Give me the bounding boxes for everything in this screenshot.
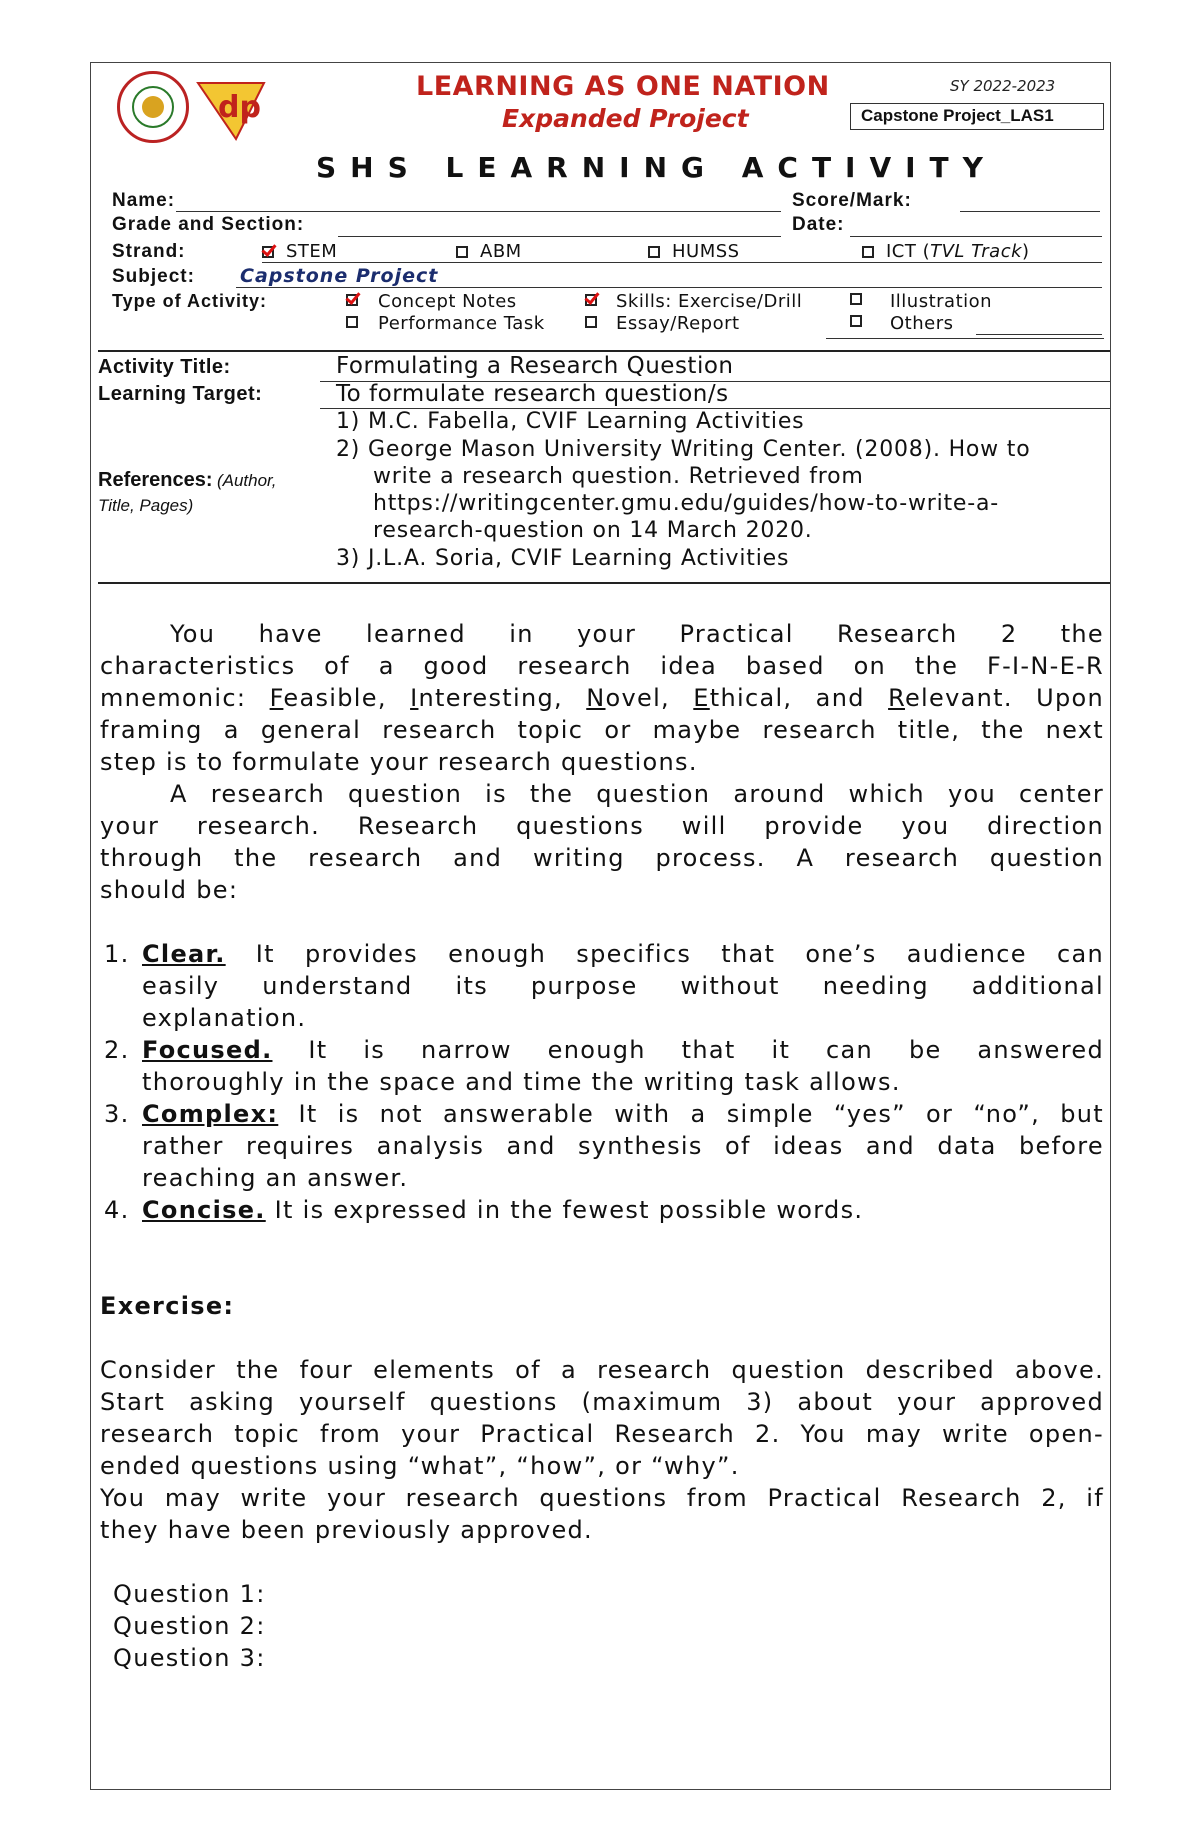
exercise-label: Exercise: bbox=[100, 1292, 235, 1320]
question-1-label: Question 1: bbox=[113, 1580, 266, 1608]
strand-abm-checkbox[interactable] bbox=[456, 246, 468, 258]
subject-line bbox=[236, 287, 1102, 288]
name-line[interactable] bbox=[176, 211, 781, 212]
type-concept-notes-label: Concept Notes bbox=[378, 291, 517, 312]
type-illustration-label: Illustration bbox=[890, 291, 993, 312]
subject-value: Capstone Project bbox=[240, 265, 439, 287]
school-seal-logo bbox=[117, 71, 189, 143]
p2-line-4: should be: bbox=[100, 876, 239, 904]
element-3-num: 3. bbox=[104, 1100, 130, 1128]
exercise-line-4: ended questions using “what”, “how”, or “why”. bbox=[100, 1452, 740, 1480]
p2-line-2: your research. Research questions will provide you direction bbox=[100, 812, 1104, 840]
others-line[interactable] bbox=[976, 334, 1102, 335]
strand-label: Strand: bbox=[112, 241, 186, 262]
date-label: Date: bbox=[792, 214, 845, 235]
info-top-rule bbox=[98, 350, 1110, 352]
type-underline bbox=[826, 338, 1104, 339]
date-line[interactable] bbox=[850, 236, 1102, 237]
element-3-line-2: rather requires analysis and synthesis of ideas and data before bbox=[142, 1132, 1104, 1160]
score-label: Score/Mark: bbox=[792, 190, 912, 211]
question-3-label: Question 3: bbox=[113, 1644, 266, 1672]
type-essay-report-checkbox[interactable] bbox=[585, 316, 597, 328]
type-others-checkbox[interactable] bbox=[850, 315, 862, 327]
p2-line-3: through the research and writing process. A research question bbox=[100, 844, 1104, 872]
school-year: SY 2022-2023 bbox=[950, 77, 1056, 95]
header-subtitle: Expanded Project bbox=[502, 104, 749, 133]
type-skills-label: Skills: Exercise/Drill bbox=[616, 291, 803, 312]
question-2-label: Question 2: bbox=[113, 1612, 266, 1640]
strand-abm-label: ABM bbox=[480, 241, 522, 262]
type-concept-notes-checkbox[interactable] bbox=[346, 294, 358, 306]
type-illustration-checkbox[interactable] bbox=[850, 293, 862, 305]
dp-logo bbox=[196, 75, 266, 143]
type-others-label: Others bbox=[890, 313, 954, 334]
element-2-line-1: Focused. It is narrow enough that it can be answered bbox=[142, 1036, 1104, 1064]
strand-underline bbox=[262, 262, 1102, 263]
p1-line-1: You have learned in your Practical Research 2 the bbox=[170, 620, 1104, 648]
las-code-box: Capstone Project_LAS1 bbox=[850, 103, 1104, 130]
reference-2-url[interactable]: https://writingcenter.gmu.edu/guides/how-to-write-a- bbox=[373, 491, 1000, 516]
grade-section-line[interactable] bbox=[338, 236, 781, 237]
header-title: LEARNING AS ONE NATION bbox=[416, 71, 830, 102]
type-skills-checkbox[interactable] bbox=[585, 294, 597, 306]
references-label-group bbox=[98, 469, 277, 492]
references-label: References: bbox=[98, 469, 213, 491]
element-1-line-1: Clear. It provides enough specifics that one’s audience can bbox=[142, 940, 1104, 968]
p1-line-3: mnemonic: Feasible, Interesting, Novel, Ethical, and Relevant. Upon bbox=[100, 684, 1104, 712]
score-line[interactable] bbox=[960, 211, 1100, 212]
reference-2-cont-2: research-question on 14 March 2020. bbox=[373, 518, 813, 543]
learning-target-label: Learning Target: bbox=[98, 383, 263, 405]
element-4-num: 4. bbox=[104, 1196, 130, 1224]
element-1-line-3: explanation. bbox=[142, 1004, 307, 1032]
type-of-activity-label: Type of Activity: bbox=[112, 291, 268, 311]
exercise-line-1: Consider the four elements of a research question described above. bbox=[100, 1356, 1104, 1384]
p1-line-5: step is to formulate your research questions. bbox=[100, 748, 698, 776]
name-label: Name: bbox=[112, 190, 176, 211]
strand-stem-label: STEM bbox=[286, 241, 338, 262]
activity-heading: SHS LEARNING ACTIVITY bbox=[316, 151, 997, 184]
p1-line-4: framing a general research topic or maybe research title, the next bbox=[100, 716, 1104, 744]
grade-section-label: Grade and Section: bbox=[112, 214, 305, 235]
activity-title-value: Formulating a Research Question bbox=[336, 353, 734, 379]
activity-title-label: Activity Title: bbox=[98, 356, 231, 378]
element-3-line-1: Complex: It is not answerable with a simple “yes” or “no”, but bbox=[142, 1100, 1104, 1128]
exercise-line-6: they have been previously approved. bbox=[100, 1516, 593, 1544]
strand-humss-label: HUMSS bbox=[672, 241, 740, 262]
references-sub2: Title, Pages) bbox=[98, 496, 194, 515]
element-4-line-1: Concise. It is expressed in the fewest possible words. bbox=[142, 1196, 864, 1224]
strand-ict-label: ICT (TVL Track) bbox=[886, 241, 1030, 262]
reference-3: 3) J.L.A. Soria, CVIF Learning Activities bbox=[336, 546, 790, 571]
type-performance-task-checkbox[interactable] bbox=[346, 316, 358, 328]
type-essay-report-label: Essay/Report bbox=[616, 313, 740, 334]
p1-line-2: characteristics of a good research idea based on the F-I-N-E-R bbox=[100, 652, 1104, 680]
subject-label: Subject: bbox=[112, 266, 195, 287]
element-3-line-3: reaching an answer. bbox=[142, 1164, 409, 1192]
exercise-line-2: Start asking yourself questions (maximum 3) about your approved bbox=[100, 1388, 1104, 1416]
strand-stem-checkbox[interactable] bbox=[262, 246, 274, 258]
references-sub1: (Author, bbox=[216, 471, 277, 490]
exercise-line-5: You may write your research questions from Practical Research 2, if bbox=[100, 1484, 1104, 1512]
element-1-num: 1. bbox=[104, 940, 130, 968]
element-2-num: 2. bbox=[104, 1036, 130, 1064]
dp-logo-text: dp bbox=[218, 90, 261, 125]
type-performance-task-label: Performance Task bbox=[378, 313, 545, 334]
p2-line-1: A research question is the question around which you center bbox=[170, 780, 1104, 808]
reference-2-cont-1: write a research question. Retrieved from bbox=[373, 464, 864, 489]
strand-ict-checkbox[interactable] bbox=[862, 246, 874, 258]
element-2-line-2: thoroughly in the space and time the writing task allows. bbox=[142, 1068, 901, 1096]
learning-target-value: To formulate research question/s bbox=[336, 381, 729, 407]
reference-2: 2) George Mason University Writing Center. (2008). How to bbox=[336, 437, 1031, 462]
info-bottom-rule bbox=[98, 582, 1110, 584]
exercise-line-3: research topic from your Practical Research 2. You may write open- bbox=[100, 1420, 1104, 1448]
reference-1: 1) M.C. Fabella, CVIF Learning Activities bbox=[336, 409, 805, 434]
strand-humss-checkbox[interactable] bbox=[648, 246, 660, 258]
element-1-line-2: easily understand its purpose without needing additional bbox=[142, 972, 1104, 1000]
